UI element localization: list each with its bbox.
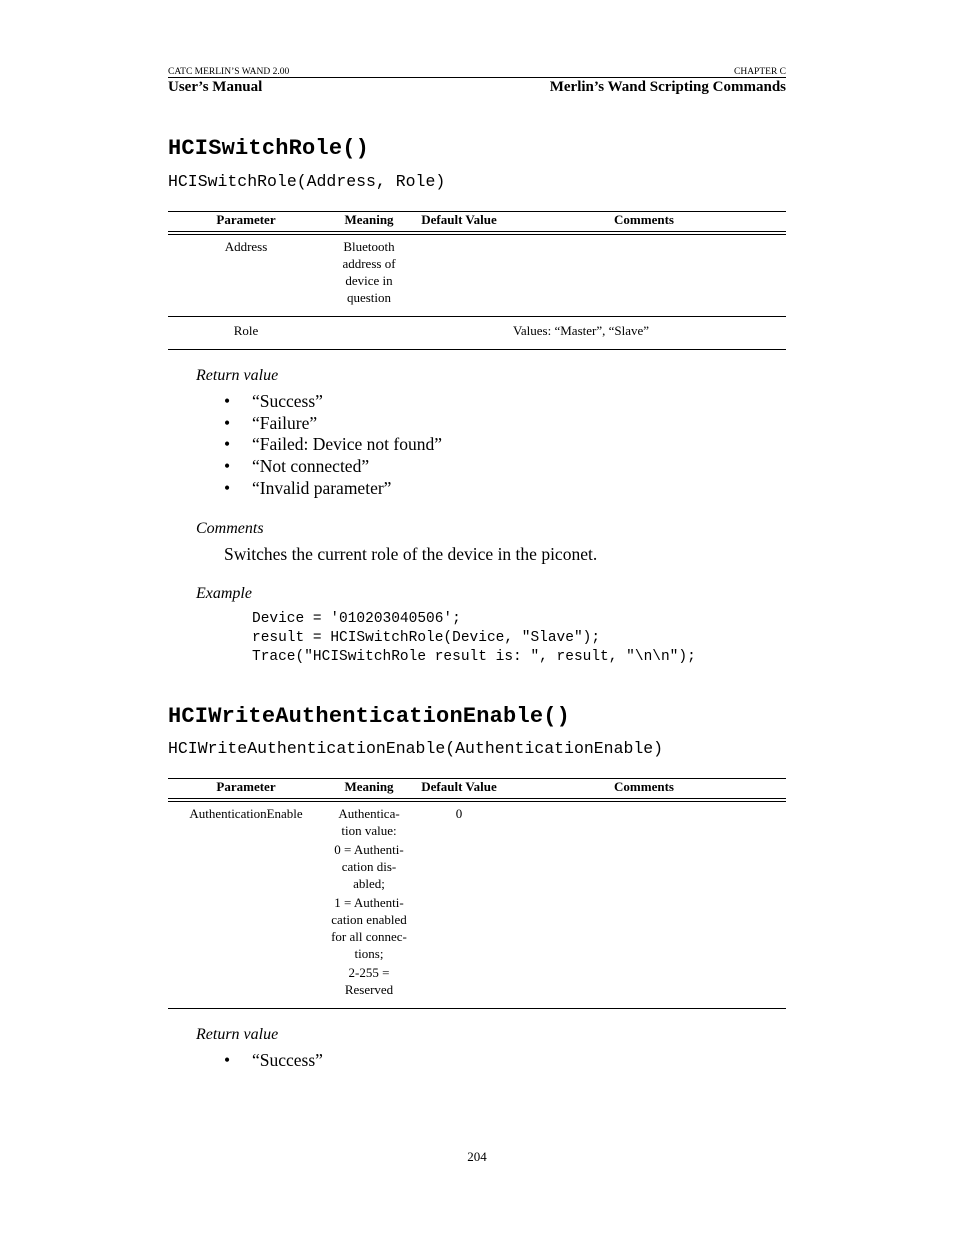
list-item: • “Success”	[224, 1050, 323, 1070]
header-right-bottom: Merlin’s Wand Scripting Commands	[549, 79, 786, 95]
table-rule	[168, 801, 786, 802]
list-item: • “Failed: Device not found”	[224, 434, 443, 455]
list-item: • “Failure”	[224, 412, 318, 433]
list-item: • “Success”	[224, 391, 323, 411]
table-rule	[168, 234, 786, 235]
col-header-parameter: Parameter	[216, 779, 276, 794]
return-values-list	[224, 391, 442, 500]
return-value-label: Return value	[196, 1026, 279, 1043]
cell-meaning: Bluetooth address of device in question	[342, 239, 396, 305]
table-rule	[168, 798, 786, 799]
list-item: • “Not connected”	[224, 456, 370, 477]
col-header-default-value: Default Value	[421, 779, 497, 794]
section-title-hciswitchrole: HCISwitchRole()	[168, 136, 370, 161]
comments-text: Switches the current role of the device in the piconet.	[224, 544, 598, 564]
col-header-parameter: Parameter	[216, 212, 276, 227]
return-value-label: Return value	[196, 367, 279, 384]
cell-parameter: Address	[224, 239, 268, 254]
parameter-table-hciwriteauthenticationenable	[168, 778, 786, 1010]
example-label: Example	[196, 585, 252, 602]
example-code: Device = '010203040506'; result = HCISwitchRole(Device, "Slave"); Trace("HCISwitchRole result is: ", result, "\n\n");	[252, 611, 696, 665]
header-rule	[168, 77, 786, 78]
col-header-comments: Comments	[614, 779, 674, 794]
cell-comments: Values: “Master”, “Slave”	[512, 323, 650, 338]
comments-label: Comments	[196, 520, 264, 537]
signature-hciwriteauthenticationenable: HCIWriteAuthenticationEnable(AuthenticationEnable)	[168, 739, 664, 758]
parameter-table-hciswitchrole	[168, 211, 786, 351]
header-left-bottom: User’s Manual	[168, 79, 263, 95]
cell-meaning: Authentica- tion value: 0 = Authenti- cation dis- abled; 1 = Authenti- cation enabled for all connec- tions; 2-255 = Reserved	[331, 806, 407, 997]
header-right-top: CHAPTER C	[734, 67, 786, 77]
table-rule	[168, 316, 786, 317]
cell-parameter: Role	[233, 323, 259, 338]
signature-hciswitchrole: HCISwitchRole(Address, Role)	[168, 172, 446, 191]
page-number: 204	[467, 1149, 487, 1164]
col-header-comments: Comments	[614, 212, 674, 227]
cell-default-value: 0	[455, 806, 463, 821]
col-header-meaning: Meaning	[344, 212, 394, 227]
header-left-top: CATC MERLIN’S WAND 2.00	[168, 67, 290, 77]
return-values-list	[224, 1050, 323, 1072]
section-title-hciwriteauthenticationenable: HCIWriteAuthenticationEnable()	[168, 704, 571, 729]
list-item: • “Invalid parameter”	[224, 477, 392, 498]
cell-parameter: AuthenticationEnable	[189, 806, 303, 821]
table-rule	[168, 1008, 786, 1009]
col-header-meaning: Meaning	[344, 779, 394, 794]
col-header-default-value: Default Value	[421, 212, 497, 227]
table-rule	[168, 231, 786, 232]
table-rule	[168, 349, 786, 350]
